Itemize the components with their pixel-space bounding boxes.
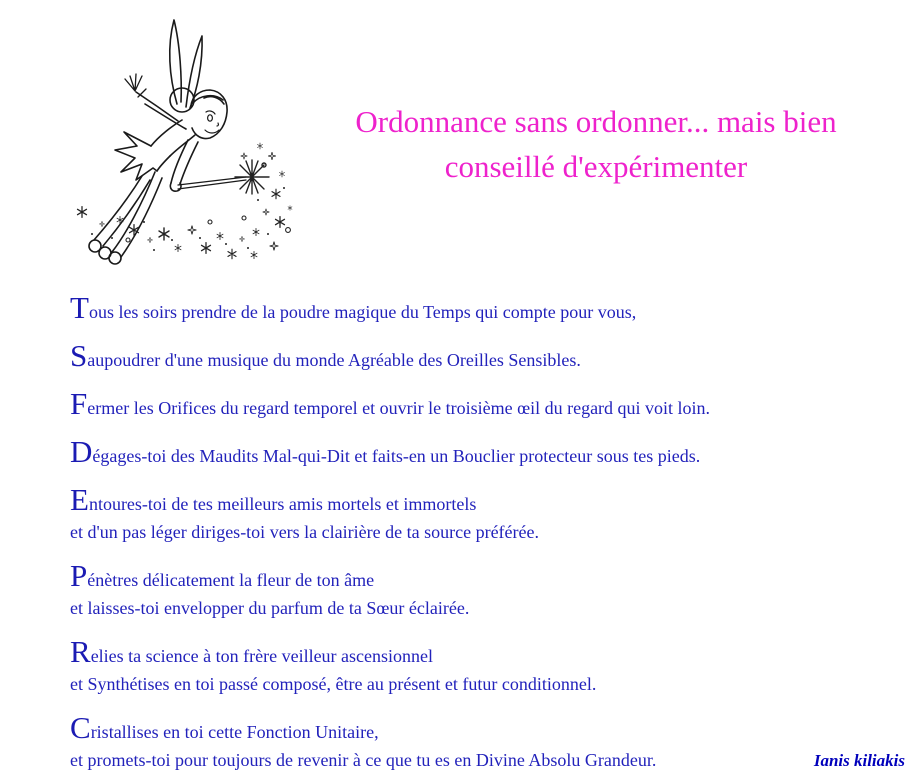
paragraph-line2: et laisses-toi envelopper du parfum de ta Sœur éclairée.	[70, 598, 470, 618]
body-paragraph	[70, 290, 890, 326]
sparkles	[78, 143, 293, 259]
paragraph-text: elies ta science à ton frère veilleur ascensionnel	[90, 646, 434, 666]
paragraph-text: ermer les Orifices du regard temporel et ouvrir le troisième œil du regard qui voit loin.	[87, 398, 711, 418]
paragraph-text: énètres délicatement la fleur de ton âme	[87, 570, 375, 590]
body-text	[70, 290, 890, 777]
page-title-line2: conseillé d'expérimenter	[444, 149, 748, 184]
paragraph-drop-cap: R	[70, 634, 91, 669]
paragraph-drop-cap: S	[70, 338, 88, 373]
body-paragraph	[70, 558, 890, 622]
page-title-line1: Ordonnance sans ordonner... mais bien	[355, 104, 837, 139]
paragraph-line2: et d'un pas léger diriges-toi vers la clairière de ta source préférée.	[70, 522, 540, 542]
tinkerbell-fairy-illustration	[58, 8, 303, 270]
paragraph-drop-cap: F	[70, 386, 88, 421]
paragraph-drop-cap: P	[70, 558, 88, 593]
wand-starburst	[235, 160, 269, 194]
paragraph-drop-cap: C	[70, 710, 91, 745]
fairy-figure	[89, 20, 246, 264]
body-paragraph	[70, 634, 890, 698]
body-paragraph	[70, 434, 890, 470]
paragraph-text: égages-toi des Maudits Mal-qui-Dit et faits-en un Bouclier protecteur sous tes pieds.	[92, 446, 701, 466]
paragraph-drop-cap: D	[70, 434, 93, 469]
paragraph-drop-cap: T	[70, 290, 89, 325]
body-paragraph	[70, 338, 890, 374]
body-paragraph	[70, 386, 890, 422]
paragraph-line2: et promets-toi pour toujours de revenir à ce que tu es en Divine Absolu Grandeur.	[70, 750, 657, 770]
paragraph-text: ntoures-toi de tes meilleurs amis mortels et immortels	[88, 494, 477, 514]
author-signature: Ianis kiliakis	[813, 751, 905, 770]
paragraph-drop-cap: E	[70, 482, 89, 517]
paragraph-text: ous les soirs prendre de la poudre magique du Temps qui compte pour vous,	[88, 302, 637, 322]
paragraph-line2: et Synthétises en toi passé composé, être au présent et futur conditionnel.	[70, 674, 597, 694]
paragraph-text: ristallises en toi cette Fonction Unitaire,	[90, 722, 379, 742]
body-paragraph	[70, 710, 890, 774]
body-paragraph	[70, 482, 890, 546]
page-title	[268, 99, 924, 189]
paragraph-text: aupoudrer d'une musique du monde Agréable des Oreilles Sensibles.	[87, 350, 581, 370]
